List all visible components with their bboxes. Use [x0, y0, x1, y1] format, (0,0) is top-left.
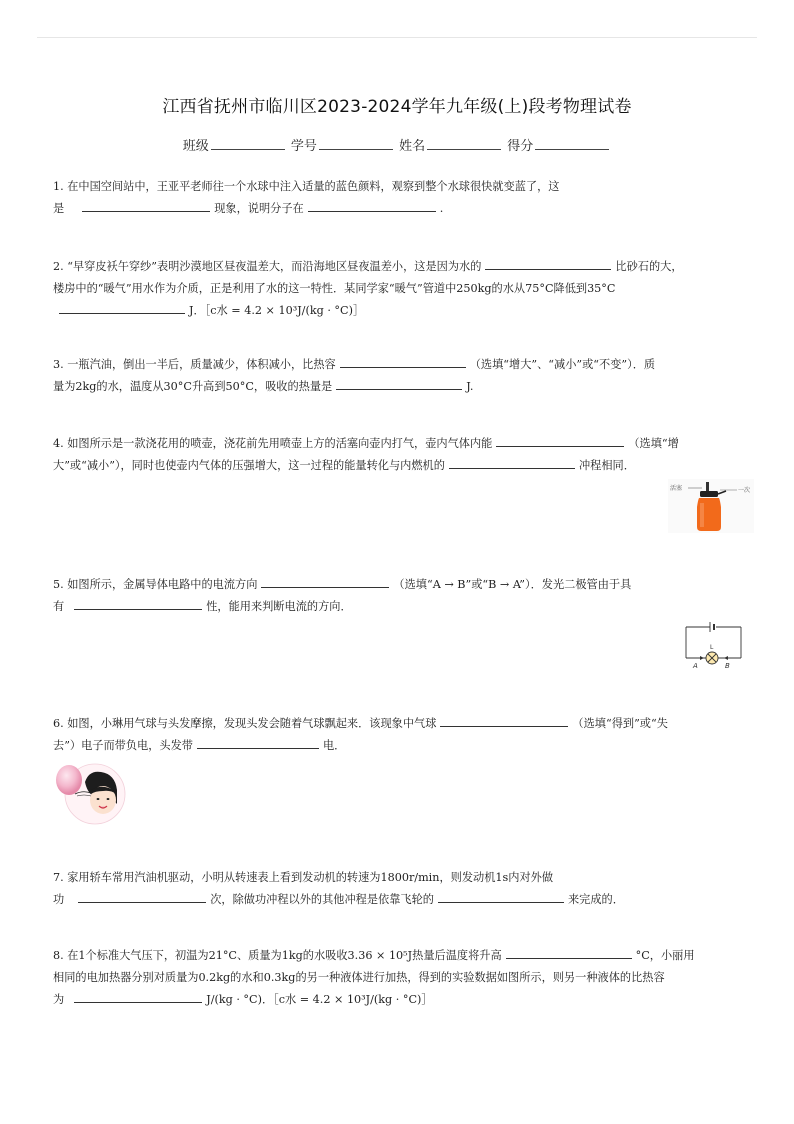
question-line: 1. 在中国空间站中，王亚平老师往一个水球中注入适量的蓝色颜料，观察到整个水球很快就变蓝了，这 [53, 180, 560, 193]
answer-blank[interactable] [74, 599, 202, 610]
page-title: 江西省抚州市临川区2023-2024学年九年级(上)段考物理试卷 [162, 97, 632, 117]
question-line: 功 次，除做功冲程以外的其他冲程是依靠飞轮的 来完成的． [53, 893, 624, 906]
student-info-line [0, 135, 794, 154]
balloon-icon [56, 765, 82, 795]
answer-blank[interactable] [78, 892, 206, 903]
lamp-label: L [710, 644, 714, 651]
answer-blank[interactable] [59, 303, 185, 314]
answer-blank[interactable] [438, 892, 564, 903]
point-a-label: A [693, 662, 698, 670]
question-line: 为 J/(kg · °C)．［c水 = 4.2 × 10³J/(kg · °C)］ [53, 993, 433, 1006]
question-line: 大”或“减小”），同时也使壶内气体的压强增大，这一过程的能量转化与内燃机的 冲程相同． [53, 459, 635, 472]
spray-bottle-figure [668, 479, 754, 533]
question-2 [53, 256, 741, 322]
answer-blank[interactable] [440, 716, 568, 727]
answer-blank[interactable] [340, 357, 466, 368]
answer-blank[interactable] [308, 201, 436, 212]
question-3 [53, 354, 741, 398]
question-line: 4. 如图所示是一款浇花用的喷壶，浇花前先用喷壶上方的活塞向壶内打气，壶内气体内能 （选填“增 [53, 437, 679, 450]
question-line: J．［c水 = 4.2 × 10³J/(kg · °C)］ [53, 300, 741, 322]
balloon-girl-figure [55, 760, 127, 826]
answer-blank[interactable] [197, 738, 319, 749]
question-line: 相同的电加热器分别对质量为0.2kg的水和0.3kg的另一种液体进行加热，得到的实验数据如图所示，则另一种液体的比热容 [53, 971, 665, 984]
question-line: 7. 家用轿车常用汽油机驱动，小明从转速表上看到发动机的转速为1800r/min，则发动机1s内对外做 [53, 871, 554, 884]
question-line: 楼房中的“暖气”用水作为介质，正是利用了水的这一特性．某同学家“暖气”管道中250kg的水从75°C降低到35°C [53, 282, 616, 295]
sprayer-right-label: 一次 [738, 487, 751, 494]
name-blank[interactable] [427, 139, 501, 150]
answer-blank[interactable] [496, 436, 624, 447]
answer-blank[interactable] [82, 201, 210, 212]
header-rule [37, 37, 757, 38]
question-line: 8. 在1个标准大气压下，初温为21°C、质量为1kg的水吸收3.36 × 10⁵J热量后温度将升高 °C，小丽用 [53, 949, 695, 962]
score-blank[interactable] [535, 139, 609, 150]
id-blank[interactable] [319, 139, 393, 150]
question-5 [53, 574, 741, 618]
question-8 [53, 945, 741, 1011]
question-6 [53, 713, 741, 757]
arrow-icon [700, 656, 704, 660]
id-label: 学号 [290, 139, 317, 154]
question-line: 6. 如图，小琳用气球与头发摩擦，发现头发会随着气球飘起来．该现象中气球 （选填“得到”或“失 [53, 717, 668, 730]
answer-blank[interactable] [336, 379, 462, 390]
question-line: 量为2kg的水，温度从30°C升高到50°C，吸收的热量是 J. [53, 380, 474, 393]
question-line: 是 现象，说明分子在 . [53, 202, 444, 215]
question-1 [53, 176, 741, 220]
circuit-figure [683, 618, 745, 670]
class-blank[interactable] [211, 139, 285, 150]
sprayer-left-label: 活塞 [670, 485, 683, 492]
score-label: 得分 [507, 139, 534, 154]
arrow-icon [724, 656, 728, 660]
point-b-label: B [725, 662, 730, 670]
answer-blank[interactable] [449, 458, 575, 469]
answer-blank[interactable] [485, 259, 611, 270]
name-label: 姓名 [399, 139, 426, 154]
question-line: 5. 如图所示，金属导体电路中的电流方向 （选填“A → B”或“B → A”）．发光二极管由于具 [53, 578, 632, 591]
question-4 [53, 433, 741, 477]
question-7 [53, 867, 741, 911]
answer-blank[interactable] [506, 948, 632, 959]
answer-blank[interactable] [261, 577, 389, 588]
question-line: 有 性，能用来判断电流的方向． [53, 600, 352, 613]
answer-blank[interactable] [74, 992, 202, 1003]
question-line: 去”）电子而带负电，头发带 电． [53, 739, 346, 752]
question-line: 2. “早穿皮袄午穿纱”表明沙漠地区昼夜温差大，而沿海地区昼夜温差小，这是因为水的 比砂石的大， [53, 260, 683, 273]
class-label: 班级 [182, 139, 209, 154]
question-line: 3. 一瓶汽油，倒出一半后，质量减少，体积减小，比热容 （选填“增大”、“减小”或“不变”）．质 [53, 358, 656, 371]
